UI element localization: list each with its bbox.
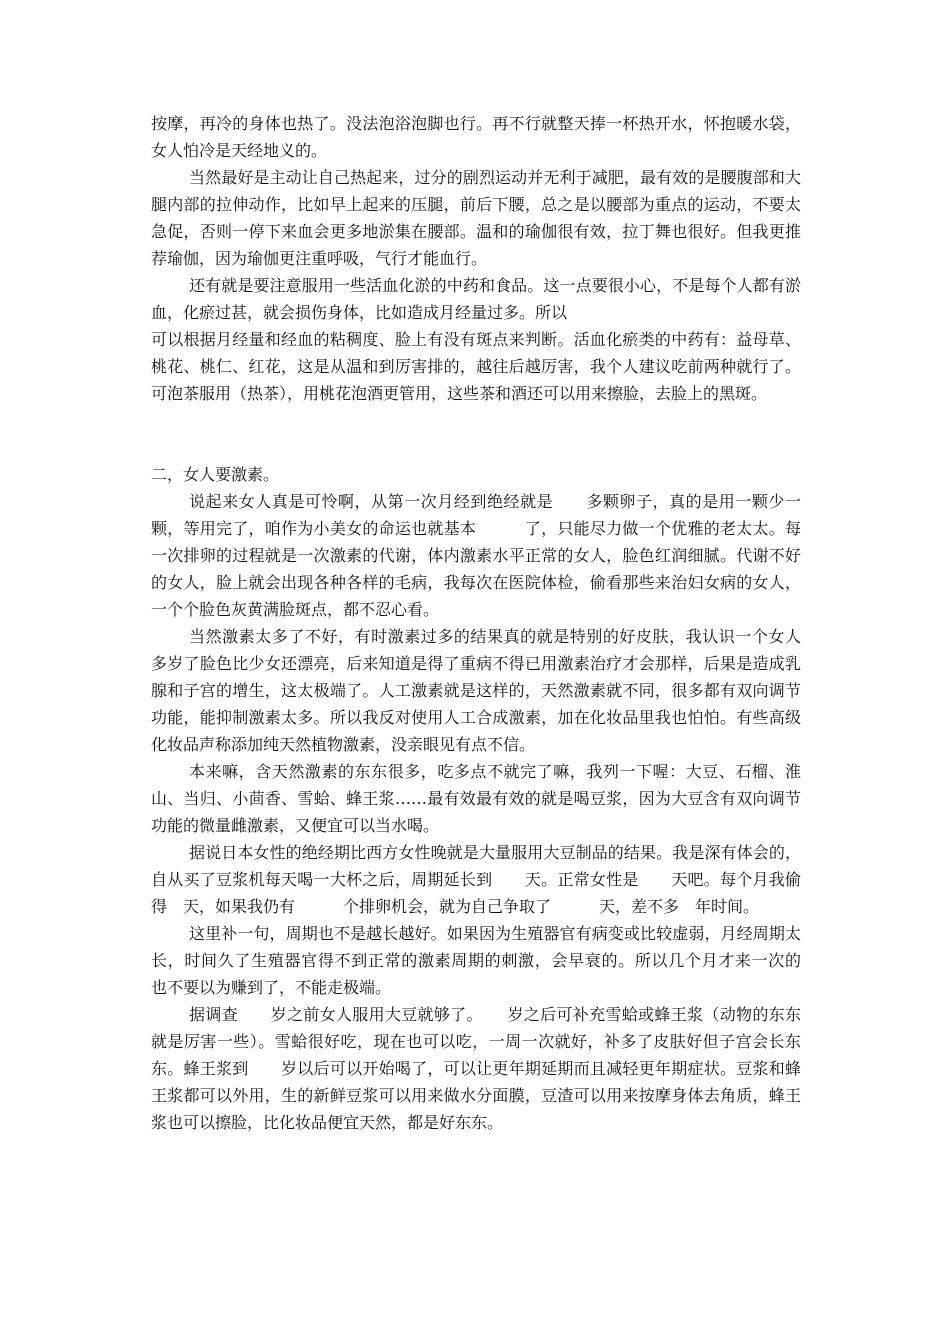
paragraph-soy-cycle: 据说日本女性的绝经期比西方女性晚就是大量服用大豆制品的结果。我是深有体会的，自从买了豆浆机每天喝一大杯之后，周期延长到 天。正常女性是 天吧。每个月我偷得 天，如果我仍有 个排卵机会，就为自己争取了 天，差不多 年时间。	[151, 843, 801, 916]
paragraph-ovulation: 说起来女人真是可怜啊，从第一次月经到绝经就是 多颗卵子，真的是用一颗少一颗，等用完了，咱作为小美女的命运也就基本 了，只能尽力做一个优雅的老太太。每一次排卵的过程就是一次激素的代谢，体内激素水平正常的女人，脸色红润细腻。代谢不好的女人，脸上就会出现各种各样的毛病，我每次在医院体检，偷看那些来治妇女病的女人，一个个脸色灰黄满脸斑点，都不忍心看。	[151, 492, 801, 619]
document-page	[151, 110, 834, 1136]
section-heading-hormones: 二，女人要激素。	[151, 465, 280, 484]
section-gap	[151, 407, 801, 461]
paragraph-excess-hormones: 当然激素太多了不好，有时激素过多的结果真的就是特别的好皮肤，我认识一个女人 多岁了脸色比少女还漂亮，后来知道是得了重病不得已用激素治疗才会那样，后果是造成乳腺和子宫的增生，这太极端了。人工激素就是这样的，天然激素就不同，很多都有双向调节功能，能抑制激素太多。所以我反对使用人工合成激素，加在化妆品里我也怕怕。有些高级化妆品声称添加纯天然植物激素，没亲眼见有点不信。	[151, 627, 834, 754]
paragraph-herbal-remedies: 还有就是要注意服用一些活血化淤的中药和食品。这一点要很小心，不是每个人都有淤血，化瘀过甚，就会损伤身体，比如造成月经量过多。所以 可以根据月经量和经血的粘稠度、脸上有没有斑点来判断。活血化瘀类的中药有：益母草、桃花、桃仁、红花，这是从温和到厉害排的，越往后越厉害，我个人建议吃前两种就行了。可泡茶服用（热茶），用桃花泡酒更管用，这些茶和酒还可以用来擦脸，去脸上的黑斑。	[151, 276, 801, 403]
paragraph-age-supplements: 据调查 岁之前女人服用大豆就够了。 岁之后可补充雪蛤或蜂王浆（动物的东东就是厉害一些）。雪蛤很好吃，现在也可以吃，一周一次就好，补多了皮肤好但子宫会长东东。蜂王浆到 岁以后可以开始喝了，可以让更年期延期而且减轻更年期症状。豆浆和蜂王浆都可以外用，生的新鲜豆浆可以用来做水分面膜，豆渣可以用来按摩身体去角质，蜂王浆也可以擦脸，比化妆品便宜天然，都是好东东。	[151, 1005, 801, 1132]
paragraph-exercise: 当然最好是主动让自己热起来，过分的剧烈运动并无利于减肥，最有效的是腰腹部和大腿内部的拉伸动作，比如早上起来的压腿，前后下腰，总之是以腰部为重点的运动，不要太急促，否则一停下来血会更多地淤集在腰部。温和的瑜伽很有效，拉丁舞也很好。但我更推荐瑜伽，因为瑜伽更注重呼吸，气行才能血行。	[151, 168, 801, 268]
paragraph-cycle-length: 这里补一句，周期也不是越长越好。如果因为生殖器官有病变或比较虚弱，月经周期太长，时间久了生殖器官得不到正常的激素周期的刺激，会早衰的。所以几个月才来一次的 也不要以为赚到了，不能走极端。	[151, 924, 834, 997]
paragraph-warmth-methods: 按摩，再冷的身体也热了。没法泡浴泡脚也行。再不行就整天捧一杯热开水，怀抱暖水袋，女人怕冷是天经地义的。	[151, 114, 801, 160]
paragraph-natural-hormone-foods: 本来嘛，含天然激素的东东很多，吃多点不就完了嘛，我列一下喔：大豆、石榴、淮山、当归、小茴香、雪蛤、蜂王浆……最有效最有效的就是喝豆浆，因为大豆含有双向调节功能的微量雌激素，又便宜可以当水喝。	[151, 762, 801, 835]
